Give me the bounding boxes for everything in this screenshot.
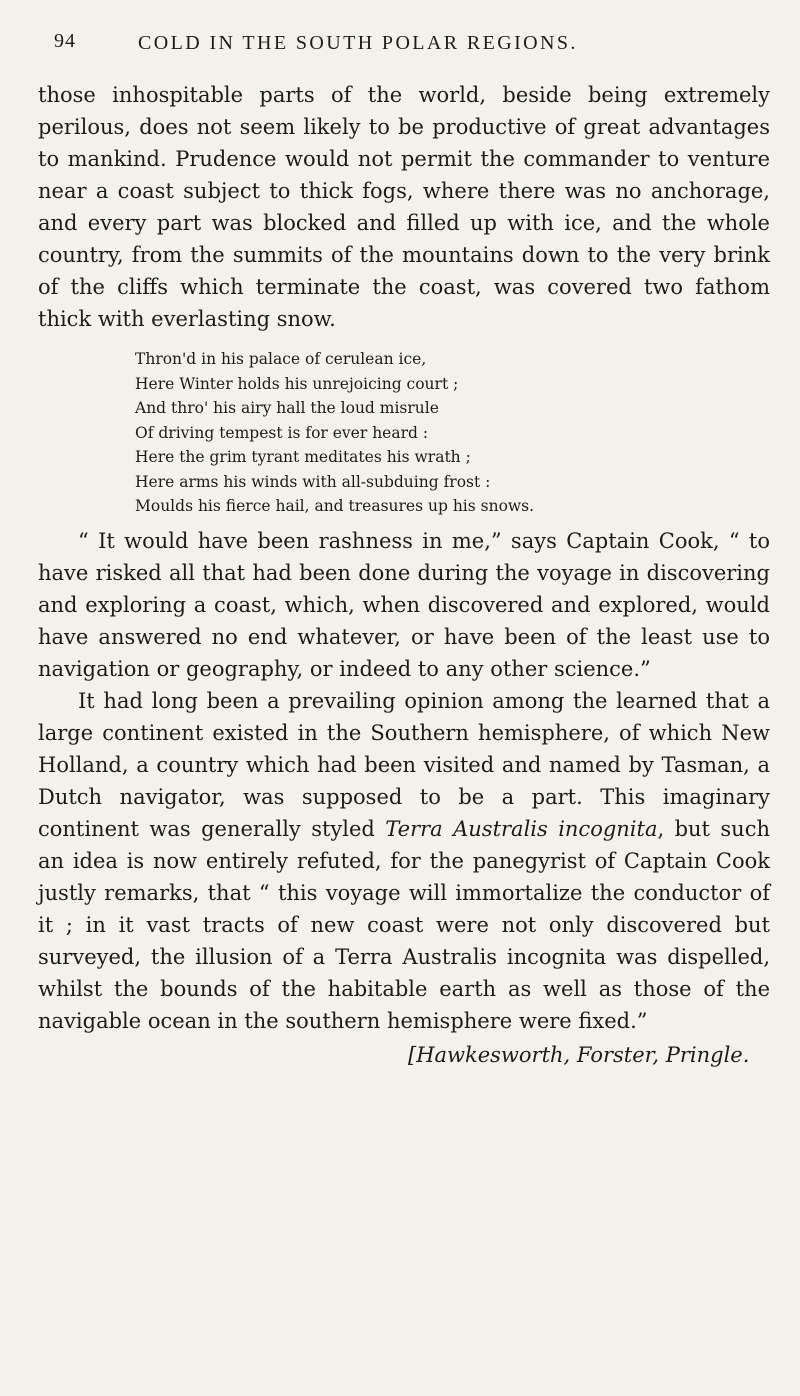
poem-line: Here the grim tyrant meditates his wrath ; [135,448,471,466]
paragraph-3-text-end: , but such an idea is now entirely refuted, for the panegyrist of Captain Cook justly remarks, that “ this voyage will immortalize the conductor of it ; in it vast tracts of new coast were not only discovered but surveyed, the illusion of a Terra Australis incognita was dispelled, whilst the bounds of the habitable earth as well as those of the navigable ocean in the southern hemisphere were fixed.” [38,816,770,1033]
paragraph-3-text-start: It had long been a prevailing opinion among the learned that a large continent existed in the Southern hemisphere, of which New Holland, a country which had been visited and named by Tasman, a Dutch navigator, was supposed to be a part. This imaginary continent was generally styled [38,688,770,841]
running-head: COLD IN THE SOUTH POLAR REGIONS. [138,32,578,54]
poem-line: Moulds his fierce hail, and treasures up his snows. [135,497,535,515]
poem-line: Thron'd in his palace of cerulean ice, [135,350,427,368]
poem-line: Here Winter holds his unrejoicing court ; [135,374,459,393]
source-attribution: [Hawkesworth, Forster, Pringle. [408,1042,750,1067]
poem-line: Of driving tempest is for ever heard : [135,423,429,442]
paragraph-1: those inhospitable parts of the world, beside being extremely perilous, does not seem likely to be productive of great advantages to mankind. Prudence would not permit the commander to venture near a coast subject to thick fogs, where there was no anchorage, and every part was blocked and filled up with ice, and the whole country, from the summits of the mountains down to the very brink of the cliffs which terminate the coast, was covered two fathom thick with everlasting snow. [38,83,770,331]
page-number: 94 [54,30,76,52]
paragraph-3-italic-term: Terra Australis incognita [385,816,658,841]
poem-line: And thro' his airy hall the loud misrule [135,399,439,417]
page-header [38,28,770,62]
poem-line: Here arms his winds with all-subduing frost : [135,472,491,491]
paragraph-3 [38,685,770,1037]
book-page [38,28,770,1071]
paragraph-2: “ It would have been rashness in me,” says Captain Cook, “ to have risked all that had been done during the voyage in discovering and exploring a coast, which, when discovered and explored, would have answered no end whatever, or have been of the least use to navigation or geography, or indeed to any other science.” [38,528,770,681]
poem-quotation [135,347,770,519]
